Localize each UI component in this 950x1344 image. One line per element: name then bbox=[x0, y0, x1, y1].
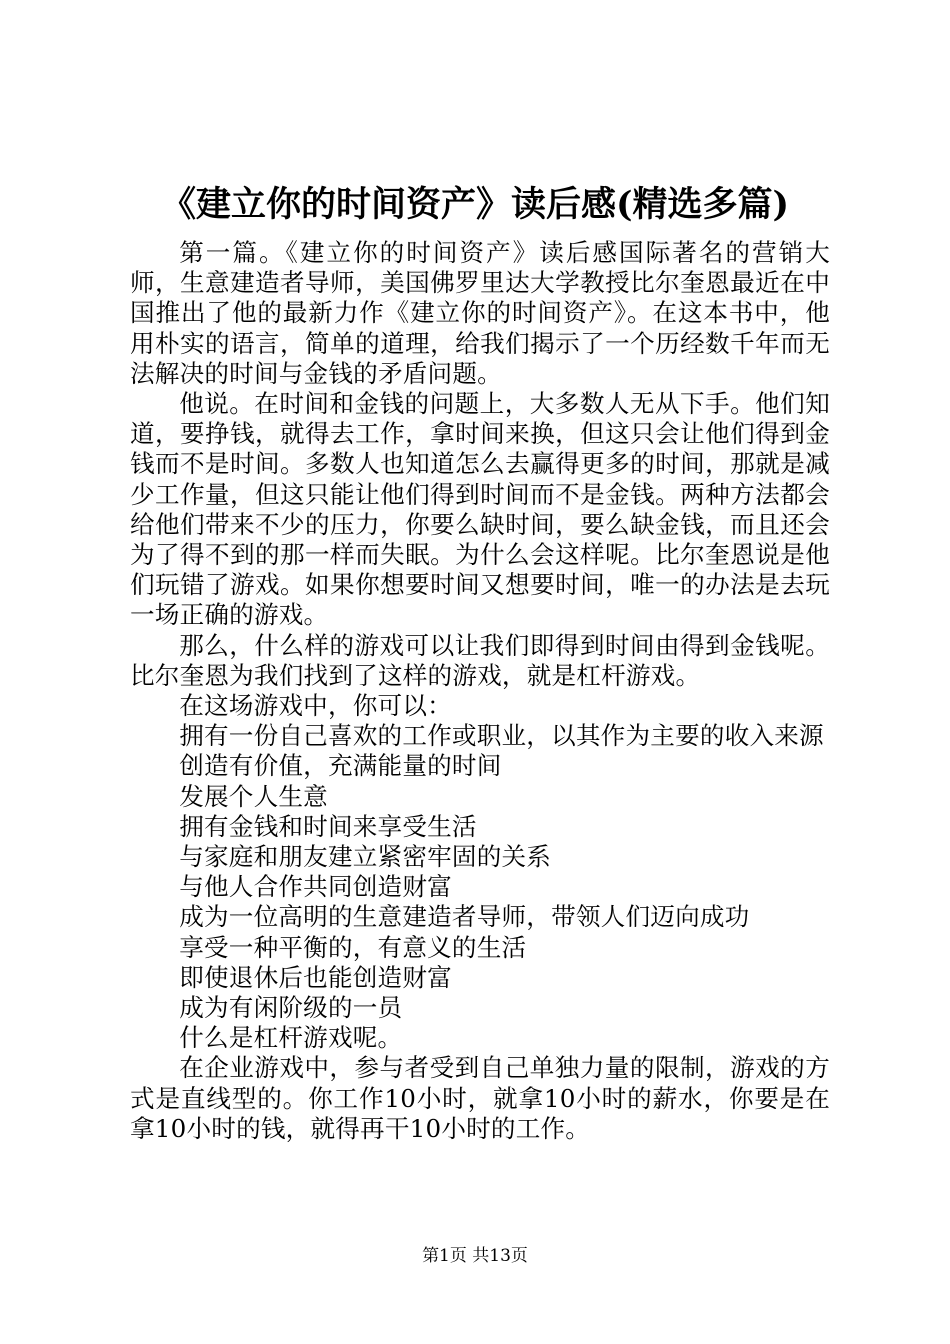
paragraph-time-money: 他说。在时间和金钱的问题上，大多数人无从下手。他们知道，要挣钱，就得去工作，拿时间来换，但这只会让他们得到金钱而不是时间。多数人也知道怎么去赢得更多的时间，那就是减少工作量，但这只能让他们得到时间而不是金钱。两种方法都会给他们带来不少的压力，你要么缺时间，要么缺金钱，而且还会为了得不到的那一样而失眠。为什么会这样呢。比尔奎恩说是他们玩错了游戏。如果你想要时间又想要时间，唯一的办法是去玩一场正确的游戏。 bbox=[130, 389, 830, 630]
paragraph-intro: 第一篇。《建立你的时间资产》读后感国际著名的营销大师，生意建造者导师，美国佛罗里达大学教授比尔奎恩最近在中国推出了他的最新力作《建立你的时间资产》。在这本书中，他用朴实的语言，简单的道理，给我们揭示了一个历经数千年而无法解决的时间与金钱的矛盾问题。 bbox=[130, 238, 830, 388]
list-item: 享受一种平衡的，有意义的生活 bbox=[179, 932, 527, 962]
list-item: 拥有金钱和时间来享受生活 bbox=[179, 811, 477, 841]
page-footer: 第1页 共13页 bbox=[422, 1246, 528, 1266]
paragraph-own-job: 拥有一份自己喜欢的工作或职业，以其作为主要的收入来源 bbox=[179, 721, 824, 751]
list-item: 与他人合作共同创造财富 bbox=[179, 872, 452, 902]
list-item: 成为有闲阶级的一员 bbox=[179, 993, 403, 1023]
list-item: 发展个人生意 bbox=[179, 781, 328, 811]
document-body bbox=[130, 238, 830, 1144]
list-item: 创造有价值，充满能量的时间 bbox=[179, 751, 502, 781]
list-item: 什么是杠杆游戏呢。 bbox=[179, 1023, 403, 1053]
list-item: 即使退休后也能创造财富 bbox=[179, 962, 452, 992]
list-item: 成为一位高明的生意建造者导师，带领人们迈向成功 bbox=[179, 902, 750, 932]
paragraph-enterprise-game: 在企业游戏中，参与者受到自己单独力量的限制，游戏的方式是直线型的。你工作10小时，就拿10小时的薪水，你要是在拿10小时的钱，就得再干10小时的工作。 bbox=[130, 1053, 830, 1143]
list-item: 与家庭和朋友建立紧密牢固的关系 bbox=[179, 842, 552, 872]
paragraph-leverage-game: 那么，什么样的游戏可以让我们即得到时间由得到金钱呢。比尔奎恩为我们找到了这样的游戏，就是杠杆游戏。 bbox=[130, 630, 830, 690]
document-title: 《建立你的时间资产》读后感(精选多篇) bbox=[160, 184, 790, 225]
paragraph-in-this-game: 在这场游戏中，你可以： bbox=[179, 691, 452, 721]
